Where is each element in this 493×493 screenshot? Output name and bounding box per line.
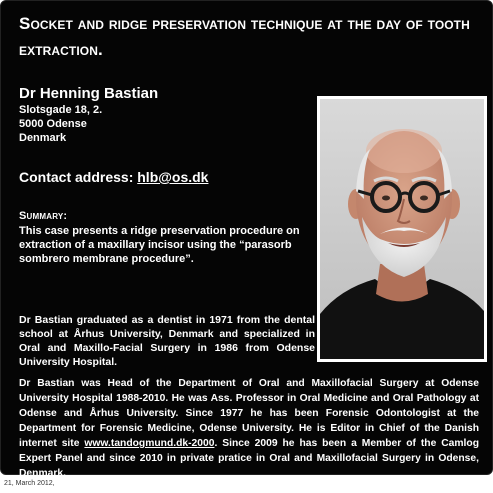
author-name: Dr Henning Bastian [19,85,159,102]
address-line: Slotsgade 18, 2. [19,104,103,116]
bio-career [19,376,479,481]
page-title: Socket and ridge preservation technique at the day of tooth extraction. [19,14,470,59]
website-link[interactable]: www.tandogmund.dk-2000 [84,438,215,449]
address-line: Denmark [19,132,67,144]
contact-email-link[interactable]: hlb@os.dk [137,169,209,185]
contact-address [19,168,208,186]
summary-heading: Summary: [19,210,68,222]
contact-label: Contact address: [19,169,138,185]
bio-career-text: Dr Bastian was Head of the Department of Oral and Maxillofacial Surgery at Odense University Hospital 1988-2010. He was Ass. Professor in Oral Medicine and Oral Pathology at Odense and Århus University. Since 1977 he has been Forensic Odontologist at the Department for Forensic Medicine, Odense University. He is Editor in Chief of the Danish internet site [19,378,479,449]
summary-text: This case presents a ridge preservation procedure on extraction of a maxillary incisor using the “parasorb sombrero membrane procedure”. [19,225,300,265]
author-block [19,85,158,145]
portrait-photo [320,99,484,359]
summary-section [19,209,309,266]
bio-career-text: . Since 2009 he has been a Member of the Camlog Expert Panel and since 2010 in private pratice in Oral and Maxillofacial Surgery in Odense, Denmark. [19,438,479,479]
footer-date: 21, March 2012, [4,480,55,487]
bio-education: Dr Bastian graduated as a dentist in 1971 from the dental school at Århus University, Denmark and specialized in Oral and Maxillo-Facial Surgery in 1986 from Odense University Hospital. [19,314,315,368]
portrait-photo-frame [317,96,487,362]
address-line: 5000 Odense [19,118,87,130]
